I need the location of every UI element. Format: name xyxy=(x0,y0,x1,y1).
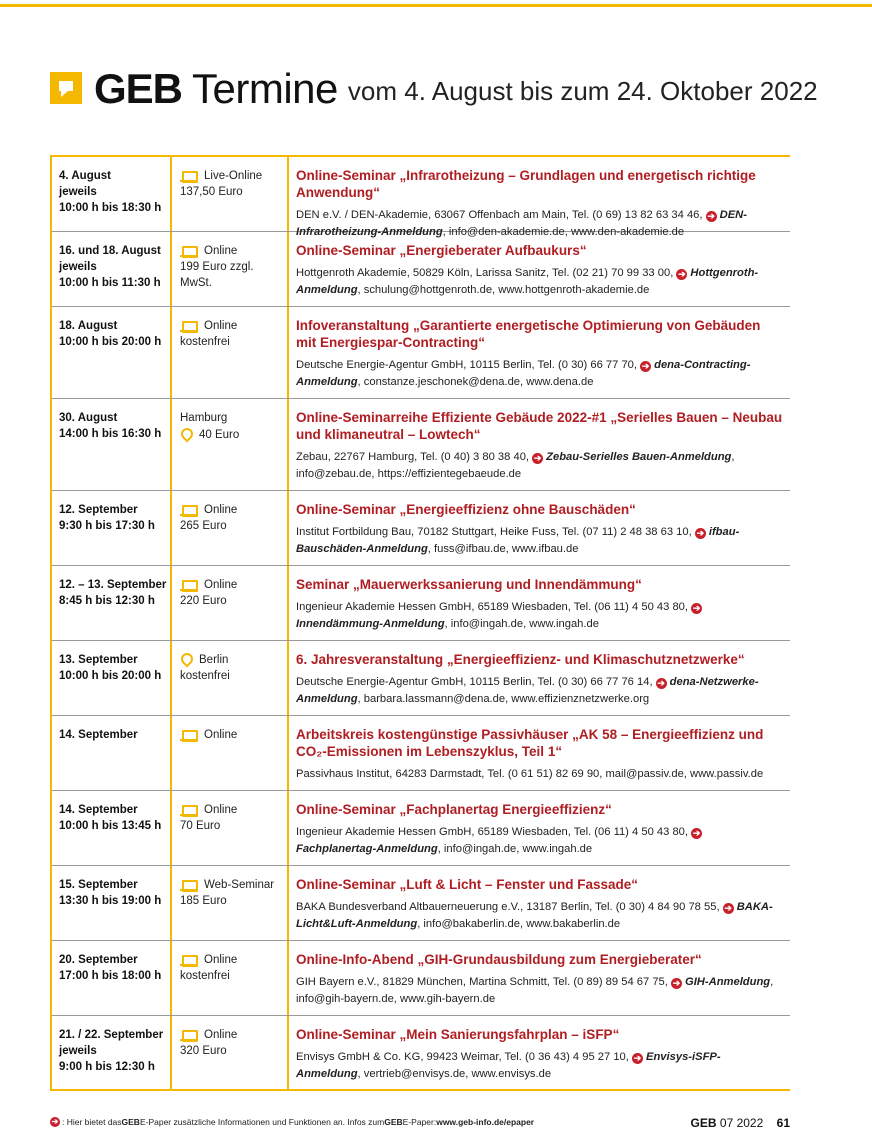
registration-arrow-icon[interactable]: ➔ xyxy=(692,828,701,838)
event-details xyxy=(289,566,790,640)
event-date-line: 14. September xyxy=(59,804,138,816)
laptop-icon xyxy=(180,579,198,592)
registration-link[interactable]: Innendämmung-Anmeldung xyxy=(296,618,445,630)
event-date xyxy=(52,791,172,865)
event-row xyxy=(52,716,790,791)
event-format: Online xyxy=(204,1029,238,1041)
event-price: 199 Euro zzgl. MwSt. xyxy=(180,261,254,289)
event-details xyxy=(289,491,790,565)
event-title: Seminar „Mauerwerkssanierung und Innendämmung“ xyxy=(296,577,642,592)
event-date-line: 12. September xyxy=(59,504,138,516)
laptop-icon xyxy=(180,804,198,817)
event-price: kostenfrei xyxy=(180,336,230,348)
event-format-line xyxy=(180,1027,287,1043)
event-date-line: 20. September xyxy=(59,954,138,966)
registration-arrow-icon[interactable]: ➔ xyxy=(724,903,732,913)
event-date-line: 17:00 h bis 18:00 h xyxy=(59,970,162,982)
event-title: Online-Seminar „Mein Sanierungsfahrplan – iSFP“ xyxy=(296,1027,620,1042)
event-date xyxy=(52,399,172,490)
event-title: Online-Seminar „Fachplanertag Energieeffizienz“ xyxy=(296,802,612,817)
event-location xyxy=(172,307,289,398)
event-details xyxy=(289,641,790,715)
event-details xyxy=(289,307,790,398)
footer-text-c: E-Paper: xyxy=(402,1117,437,1127)
event-format-line xyxy=(180,318,287,334)
event-details xyxy=(289,399,790,490)
event-format-line xyxy=(180,952,287,968)
event-format: Online xyxy=(204,729,238,741)
event-date-line: 30. August xyxy=(59,412,118,424)
event-description xyxy=(296,766,784,783)
event-title: Online-Seminar „Luft & Licht – Fenster und Fassade“ xyxy=(296,877,639,892)
event-price: 40 Euro xyxy=(199,429,240,441)
event-format-line xyxy=(180,168,287,184)
epaper-arrow-icon: ➔ xyxy=(51,1117,59,1126)
top-rule xyxy=(0,4,872,7)
event-contact: Envisys GmbH & Co. KG, 99423 Weimar, Tel. (0 36 43) 4 95 27 10, xyxy=(296,1051,629,1063)
event-format: Online xyxy=(204,320,238,332)
event-date xyxy=(52,716,172,790)
event-row xyxy=(52,157,790,238)
event-date-line: 10:00 h bis 18:30 h xyxy=(59,202,162,214)
event-row xyxy=(52,399,790,491)
registration-arrow-icon[interactable]: ➔ xyxy=(672,978,681,988)
event-contact-tail: , info@ingah.de, www.ingah.de xyxy=(437,843,593,855)
event-row xyxy=(52,641,790,716)
event-contact: Hottgenroth Akademie, 50829 Köln, Larissa Sanitz, Tel. (02 21) 70 99 33 00, xyxy=(296,267,674,279)
event-format: Hamburg xyxy=(180,412,228,424)
event-format: Live-Online xyxy=(204,170,263,182)
footer-geb-1: GEB xyxy=(121,1117,140,1127)
event-title: Infoveranstaltung „Garantierte energetische Optimierung von Gebäuden mit Energiespar-Contracting“ xyxy=(296,318,761,350)
event-date-line: 10:00 h bis 11:30 h xyxy=(59,277,161,289)
event-price: 220 Euro xyxy=(180,595,227,607)
pin-icon xyxy=(180,428,192,442)
event-contact: Deutsche Energie-Agentur GmbH, 10115 Berlin, Tel. (0 30) 66 77 70, xyxy=(296,359,637,371)
event-title: 6. Jahresveranstaltung „Energieeffizienz- und Klimaschutznetzwerke“ xyxy=(296,652,745,667)
event-title: Online-Seminar „Energieeffizienz ohne Bauschäden“ xyxy=(296,502,636,517)
event-details xyxy=(289,791,790,865)
event-contact-tail: , info@gih-bayern.de, www.gih-bayern.de xyxy=(296,976,774,1005)
event-contact: Institut Fortbildung Bau, 70182 Stuttgart, Heike Fuss, Tel. (07 11) 2 48 38 63 10, xyxy=(296,526,692,538)
folio-brand: GEB xyxy=(690,1116,717,1130)
event-contact-tail: , schulung@hottgenroth.de, www.hottgenroth-akademie.de xyxy=(357,284,650,296)
event-contact: DEN e.V. / DEN-Akademie, 63067 Offenbach am Main, Tel. (0 69) 13 82 63 34 46, xyxy=(296,209,703,221)
page-title: Termine xyxy=(192,65,338,112)
laptop-icon xyxy=(180,245,198,258)
event-details xyxy=(289,716,790,790)
event-format: Online xyxy=(204,954,238,966)
event-date-line: jeweils xyxy=(59,1045,97,1057)
event-price-line xyxy=(180,427,287,443)
brand-title: GEB xyxy=(94,65,183,112)
event-date xyxy=(52,941,172,1015)
registration-arrow-icon[interactable]: ➔ xyxy=(533,453,542,463)
event-location xyxy=(172,941,289,1015)
event-description xyxy=(296,1049,784,1083)
event-details xyxy=(289,866,790,940)
registration-link[interactable]: GIH-Anmeldung xyxy=(685,976,771,988)
event-contact: Zebau, 22767 Hamburg, Tel. (0 40) 3 80 38 40, xyxy=(296,451,530,463)
event-date-line: 14:00 h bis 16:30 h xyxy=(59,428,162,440)
event-format: Berlin xyxy=(199,654,229,666)
registration-link[interactable]: BAKA-Licht&Luft-Anmeldung xyxy=(296,901,773,930)
event-price: 265 Euro xyxy=(180,520,227,532)
event-location xyxy=(172,566,289,640)
event-details xyxy=(289,232,790,306)
event-contact: GIH Bayern e.V., 81829 München, Martina Schmitt, Tel. (0 89) 89 54 67 75, xyxy=(296,976,668,988)
event-format: Online xyxy=(204,804,238,816)
event-date xyxy=(52,566,172,640)
event-date-line: 12. – 13. September xyxy=(59,579,167,591)
events-table xyxy=(50,155,790,1091)
event-location xyxy=(172,157,289,231)
event-date-line: jeweils xyxy=(59,261,97,273)
event-contact-tail: , constanze.jeschonek@dena.de, www.dena.de xyxy=(357,376,594,388)
event-title: Online-Seminar „Energieberater Aufbaukurs“ xyxy=(296,243,587,258)
speech-bubble-logo-icon xyxy=(50,72,82,104)
event-description xyxy=(296,524,784,558)
event-date-line: 4. August xyxy=(59,170,111,182)
event-date xyxy=(52,1016,172,1089)
event-description xyxy=(296,674,784,708)
event-date-line: 9:00 h bis 12:30 h xyxy=(59,1061,155,1073)
event-date-line: 10:00 h bis 13:45 h xyxy=(59,820,162,832)
footer-text-b: E-Paper zusätzliche Informationen und Funktionen an. Infos zum xyxy=(139,1117,385,1127)
footer-url-link[interactable]: www.geb-info.de/epaper xyxy=(436,1117,535,1127)
event-date xyxy=(52,491,172,565)
registration-link[interactable]: Hottgenroth-Anmeldung xyxy=(296,267,759,296)
page-header xyxy=(50,66,818,112)
event-price: 70 Euro xyxy=(180,820,221,832)
event-date-line: 15. September xyxy=(59,879,138,891)
event-format-line xyxy=(180,802,287,818)
event-row xyxy=(52,941,790,1016)
folio xyxy=(691,1116,790,1130)
event-row xyxy=(52,866,790,941)
event-title: Online-Info-Abend „GIH-Grundausbildung zum Energieberater“ xyxy=(296,952,702,967)
laptop-icon xyxy=(180,170,198,183)
event-format-line xyxy=(180,877,287,893)
event-date-line: 8:45 h bis 12:30 h xyxy=(59,595,155,607)
laptop-icon xyxy=(180,1029,198,1042)
registration-link[interactable]: Zebau-Serielles Bauen-Anmeldung xyxy=(546,451,732,463)
event-date-line: 13. September xyxy=(59,654,138,666)
registration-arrow-icon[interactable]: ➔ xyxy=(633,1053,642,1063)
event-format-line xyxy=(180,502,287,518)
event-date xyxy=(52,641,172,715)
event-location xyxy=(172,491,289,565)
event-format: Online xyxy=(204,504,238,516)
event-price: 137,50 Euro xyxy=(180,186,243,198)
event-row xyxy=(52,232,790,307)
event-contact: Ingenieur Akademie Hessen GmbH, 65189 Wiesbaden, Tel. (06 11) 4 50 43 80, xyxy=(296,601,689,613)
event-contact: Deutsche Energie-Agentur GmbH, 10115 Berlin, Tel. (0 30) 66 77 76 14, xyxy=(296,676,653,688)
event-row xyxy=(52,307,790,399)
event-location xyxy=(172,641,289,715)
event-date-line: 9:30 h bis 17:30 h xyxy=(59,520,155,532)
event-contact-tail: , info@zebau.de, https://effizientegebaeude.de xyxy=(296,451,735,480)
event-row xyxy=(52,566,790,641)
event-date xyxy=(52,866,172,940)
event-format-line xyxy=(180,727,287,743)
registration-arrow-icon[interactable]: ➔ xyxy=(657,678,665,688)
event-date-line: 13:30 h bis 19:00 h xyxy=(59,895,162,907)
event-date xyxy=(52,157,172,231)
event-price: kostenfrei xyxy=(180,970,230,982)
registration-link[interactable]: DEN-Infrarotheizung-Anmeldung xyxy=(296,209,747,238)
event-date-line: 10:00 h bis 20:00 h xyxy=(59,336,162,348)
event-description xyxy=(296,824,784,858)
event-row xyxy=(52,1016,790,1091)
laptop-icon xyxy=(180,320,198,333)
event-title: Online-Seminar „Infrarotheizung – Grundlagen und energetisch richtige Anwendung“ xyxy=(296,168,756,200)
event-contact: Ingenieur Akademie Hessen GmbH, 65189 Wiesbaden, Tel. (06 11) 4 50 43 80, xyxy=(296,826,689,838)
pin-icon xyxy=(180,653,192,667)
event-date-line: 18. August xyxy=(59,320,118,332)
event-date xyxy=(52,232,172,306)
event-location xyxy=(172,866,289,940)
footer-geb-2: GEB xyxy=(384,1117,403,1127)
event-date-line: 10:00 h bis 20:00 h xyxy=(59,670,162,682)
event-date-line: 21. / 22. September xyxy=(59,1029,164,1041)
event-contact-tail: , vertrieb@envisys.de, www.envisys.de xyxy=(357,1068,552,1080)
registration-arrow-icon[interactable]: ➔ xyxy=(692,603,701,613)
event-location xyxy=(172,399,289,490)
event-title: Arbeitskreis kostengünstige Passivhäuser „AK 58 – Energieeffizienz und CO₂-Emissionen im Lebenszyklus, Teil 1“ xyxy=(296,727,764,759)
laptop-icon xyxy=(180,504,198,517)
event-details xyxy=(289,941,790,1015)
event-format-line xyxy=(180,652,287,668)
event-format: Online xyxy=(204,579,238,591)
event-location xyxy=(172,716,289,790)
page-number: 61 xyxy=(776,1116,790,1130)
registration-link[interactable]: dena-Netzwerke-Anmeldung xyxy=(296,676,759,705)
registration-link[interactable]: ifbau-Bauschäden-Anmeldung xyxy=(296,526,740,555)
event-location xyxy=(172,232,289,306)
registration-arrow-icon[interactable]: ➔ xyxy=(707,211,715,221)
event-date-line: jeweils xyxy=(59,186,97,198)
footer-note xyxy=(50,1117,534,1127)
registration-link[interactable]: Envisys-iSFP-Anmeldung xyxy=(296,1051,721,1080)
event-details xyxy=(289,157,790,238)
registration-arrow-icon[interactable]: ➔ xyxy=(678,269,686,279)
event-contact: BAKA Bundesverband Altbauerneuerung e.V., 13187 Berlin, Tel. (0 30) 4 84 90 78 55, xyxy=(296,901,720,913)
event-format-line xyxy=(180,577,287,593)
event-contact-tail: , info@bakaberlin.de, www.bakaberlin.de xyxy=(417,918,621,930)
event-title: Online-Seminarreihe Effiziente Gebäude 2022-#1 „Serielles Bauen – Neubau und klimaneutral – Lowtech“ xyxy=(296,410,783,442)
registration-link[interactable]: Fachplanertag-Anmeldung xyxy=(296,843,438,855)
event-location xyxy=(172,1016,289,1089)
event-row xyxy=(52,491,790,566)
registration-arrow-icon[interactable]: ➔ xyxy=(641,361,650,371)
event-row xyxy=(52,791,790,866)
event-description xyxy=(296,357,784,391)
event-contact-tail: , fuss@ifbau.de, www.ifbau.de xyxy=(427,543,579,555)
event-description xyxy=(296,974,784,1008)
folio-issue: 07 2022 xyxy=(719,1116,764,1130)
event-details xyxy=(289,1016,790,1089)
event-format-line xyxy=(180,243,287,259)
event-contact: Passivhaus Institut, 64283 Darmstadt, Tel. (0 61 51) 82 69 90, mail@passiv.de, www.passiv.de xyxy=(296,768,764,780)
laptop-icon xyxy=(180,954,198,967)
event-price: kostenfrei xyxy=(180,670,230,682)
event-price: 185 Euro xyxy=(180,895,227,907)
event-contact-tail: , info@ingah.de, www.ingah.de xyxy=(444,618,599,630)
footer-text-a: : Hier bietet das xyxy=(62,1117,122,1127)
event-date xyxy=(52,307,172,398)
event-contact-tail: , info@den-akademie.de, www.den-akademie.de xyxy=(442,226,685,238)
event-description xyxy=(296,899,784,933)
event-location xyxy=(172,791,289,865)
event-date-line: 14. September xyxy=(59,729,138,741)
event-format-line xyxy=(180,410,287,426)
laptop-icon xyxy=(180,879,198,892)
event-format: Web-Seminar xyxy=(204,879,275,891)
event-contact-tail: , barbara.lassmann@dena.de, www.effizienznetzwerke.org xyxy=(357,693,650,705)
event-description xyxy=(296,265,784,299)
event-description xyxy=(296,449,784,483)
event-format: Online xyxy=(204,245,238,257)
event-date-line: 16. und 18. August xyxy=(59,245,161,257)
event-description xyxy=(296,599,784,633)
page-subtitle: vom 4. August bis zum 24. Oktober 2022 xyxy=(347,76,818,106)
registration-link[interactable]: dena-Contracting-Anmeldung xyxy=(296,359,751,388)
registration-arrow-icon[interactable]: ➔ xyxy=(696,528,705,538)
laptop-icon xyxy=(180,729,198,742)
event-price: 320 Euro xyxy=(180,1045,227,1057)
